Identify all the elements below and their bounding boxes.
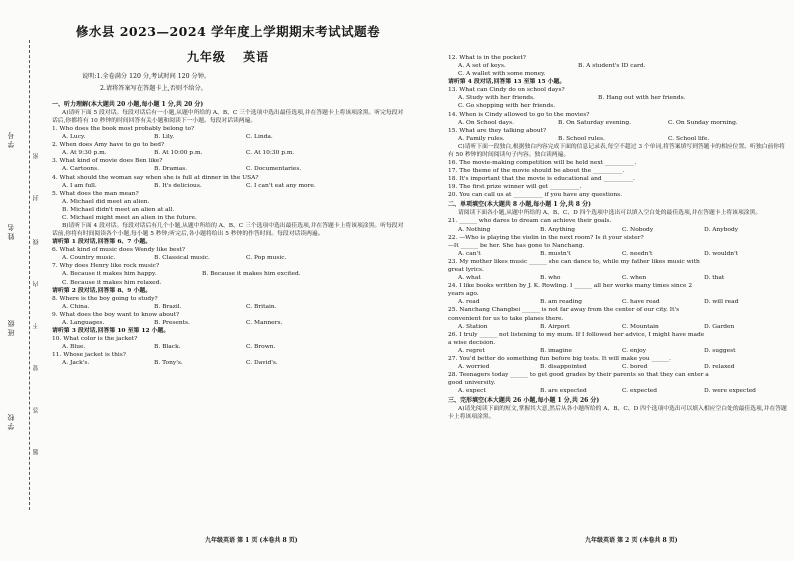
grade-label: 九年级: [186, 50, 226, 64]
option: C. Nobody: [622, 226, 654, 233]
binding-margin: [0, 0, 50, 561]
question-cont: —It ______ be her. She has gone to Nanchang.: [448, 242, 585, 249]
subject-label: 英语: [243, 50, 270, 64]
option: B. Airport: [540, 323, 570, 330]
question: 22. —Who is playing the violin in the next room? Is it your sister?: [448, 234, 644, 241]
option: C. needn't: [622, 250, 653, 257]
options: [52, 303, 404, 311]
question: 2. When does Amy have to go to bed?: [52, 142, 165, 149]
option: C. Britain.: [246, 303, 277, 310]
options: [448, 363, 788, 371]
exam-note: 说明:1.全卷满分 120 分,考试时间 120 分钟。: [82, 73, 211, 80]
section-heading: 一、听力理解(本大题共 20 小题,每小题 1 分,共 20 分): [52, 101, 204, 108]
option: A. Station: [458, 323, 488, 330]
seal-line: [29, 40, 30, 510]
option: A. Country music.: [62, 255, 116, 262]
seal-char: 内: [33, 278, 40, 287]
option: A. what: [458, 275, 481, 282]
option: B. On Saturday evening.: [558, 119, 631, 126]
option: D. wouldn't: [704, 250, 739, 257]
option: C. A wallet with some money.: [458, 71, 546, 78]
fill-in-question: 20. You can call us at __________ if you have any questions.: [448, 192, 623, 199]
option: C. At 10:30 p.m.: [246, 150, 295, 157]
seal-char: 密: [33, 150, 40, 159]
section-heading: 二、单项填空(本大题共 8 小题,每小题 1 分,共 8 分): [448, 201, 591, 209]
exam-note: 2.请将答案写在答题卡上,否则不给分。: [100, 85, 207, 92]
option: B. Because it makes him excited.: [202, 271, 301, 278]
instructions: B)请听下面 4 段对话。每段对话后有几个小题,从题中所给的 A、B、C 三个选项中选出最佳选项,并在答题卡上将该项涂黑。听每段对话前,你将有时间阅读各个小题,每小题 5 秒钟;听完后,各小题将给出 5 秒钟的作答时间。每段对话读两遍。: [52, 223, 404, 238]
question: 24. I like books written by J. K. Rowling. I ______ all her works many times since 2: [448, 283, 693, 290]
option: A. Because it makes him happy.: [62, 271, 157, 278]
question: 28. Teenagers today ______ to get good grades by their parents so that they can enter a: [448, 372, 709, 379]
option: C. have read: [622, 299, 660, 306]
options: [52, 182, 404, 190]
option: B. Classical music.: [154, 255, 210, 262]
options: [52, 165, 404, 173]
instructions: A)请听下面 5 段对话。每段对话后有一小题,从题中所给的 A、B、C 三个选项中选出最佳选项,并在答题卡上将该项涂黑。听完每段对话后,你都将有 10 秒钟的时间回答有关小题和阅读下一小题。每段对话读两遍。: [52, 110, 404, 124]
option: C. Manners.: [246, 319, 283, 326]
option: D. relaxed: [704, 364, 735, 371]
options: [448, 94, 788, 102]
option: C. Mountain: [622, 323, 659, 330]
option: B. At 10:00 p.m.: [154, 150, 203, 157]
school-label: 学校: [7, 412, 15, 430]
option: A. Family rules.: [458, 135, 505, 142]
question: 6. What kind of music does Wendy like best?: [52, 247, 186, 254]
seal-char: 要: [33, 362, 40, 371]
option: D. Anybody: [704, 226, 739, 233]
question: 27. You'd better do something fun before big tests. It will make you ______.: [448, 356, 672, 362]
dialogue-heading: 请听第 4 段对话,回答第 13 至第 15 小题。: [448, 78, 566, 86]
question: 13. What can Cindy do on school days?: [448, 87, 565, 94]
options: [448, 323, 788, 331]
seal-char: 题: [33, 446, 40, 455]
option: B. Tony's.: [154, 360, 183, 367]
question: 15. What are they talking about?: [448, 127, 547, 134]
option: B. Anything: [540, 226, 576, 233]
option: A. expect: [458, 388, 486, 395]
option: A. Blue.: [62, 344, 86, 351]
options: [52, 343, 404, 351]
option: B. imagine: [540, 347, 572, 354]
option: A. A set of keys.: [458, 63, 506, 70]
options: [448, 119, 788, 127]
options: [448, 298, 788, 306]
options: [448, 250, 788, 258]
option: A. Languages.: [62, 319, 105, 326]
question: 23. My mother likes music ______ she can dance to, while my father likes music with: [448, 258, 700, 265]
option: C. Brown.: [246, 344, 276, 351]
option: B. Michael didn't meet an alien at all.: [62, 206, 175, 213]
option: B. who: [540, 275, 561, 282]
fill-in-question: 17. The theme of the movie should be about the __________.: [448, 168, 625, 175]
question: 3. What kind of movie does Ben like?: [52, 158, 163, 165]
question: 8. Where is the boy going to study?: [52, 295, 158, 302]
option: B. disappointed: [540, 364, 587, 371]
question-cont: convenient for us to take planes there.: [448, 315, 564, 322]
instructions: C)请听下面一段独白,根据独白内容完成下面的信息记录表,每空不超过 3 个单词,将答案填写到答题卡的相应位置。听独白前你将有 50 秒钟的时间阅读句子内容。独白读两遍。: [448, 143, 785, 158]
option: D. suggest: [704, 347, 736, 354]
fill-in-question: 16. The movie-making competition will be held next __________.: [448, 159, 637, 166]
option: A. Study with her friends.: [458, 95, 535, 102]
option: C. Go shopping with her friends.: [458, 103, 556, 110]
option: B. Brazil.: [154, 303, 182, 310]
options: [448, 62, 788, 70]
page-footer-right: 九年级英语 第 2 页 (本卷共 8 页): [585, 537, 678, 544]
option: B. Lily.: [154, 134, 175, 141]
dialogue-heading: 请听第 2 段对话,回答第 8、9 小题。: [52, 286, 152, 294]
option: C. enjoy: [622, 347, 647, 354]
options: [52, 319, 404, 327]
section-heading: 三、完形填空(本大题共 26 小题,每小题 1 分,共 26 分): [448, 397, 600, 405]
question: 26. I truly ______ not listening to my mum. If I followed her advice, I might have made: [448, 331, 705, 338]
option: A. Cartoons.: [62, 166, 99, 173]
options: [448, 226, 788, 234]
options: [52, 133, 404, 141]
option: C. Documentaries.: [246, 166, 302, 173]
question-cont: good university.: [448, 380, 496, 387]
options: [448, 135, 788, 143]
name-label: 姓名: [7, 222, 15, 240]
option: C. David's.: [246, 360, 278, 367]
question: 21. ______ who dares to dream can achieve their goals.: [448, 218, 612, 225]
option: B. Presents.: [154, 319, 190, 326]
instructions: 请阅读下面各小题,从题中所给的 A、B、C、D 四个选项中选出可以填入空白处的最佳选项,并在答题卡上将该项涂黑。: [458, 210, 762, 217]
seal-char: 答: [33, 404, 40, 413]
dialogue-heading: 请听第 3 段对话,回答第 10 至第 12 小题。: [52, 326, 170, 334]
option: B. mustn't: [540, 250, 571, 257]
options: [448, 387, 788, 395]
options: [52, 149, 404, 157]
option: A. can't: [458, 250, 481, 257]
option: B. am reading: [540, 299, 583, 306]
grade-subject: [52, 48, 404, 65]
option: C. Michael might meet an alien in the future.: [62, 215, 197, 222]
question: 25. Nanchang Changbei ______ is not far away from the center of our city. It's: [448, 307, 680, 314]
question: 4. What should the woman say when she is full at dinner in the USA?: [52, 174, 259, 181]
question-cont: a wise decision.: [448, 339, 496, 346]
right-page: [448, 54, 788, 421]
option: C. expected: [622, 388, 658, 395]
option: C. bored: [622, 364, 648, 371]
exam-title: 修水县 2023—2024 学年度上学期期末考试试题卷: [75, 24, 381, 39]
option: B. Hang out with her friends.: [598, 95, 686, 102]
option: B. School rules.: [558, 135, 605, 142]
option: A. At 9:30 p.m.: [62, 150, 107, 157]
page-footer-left: 九年级英语 第 1 页 (本卷共 8 页): [205, 537, 298, 544]
options: [52, 270, 404, 278]
option: A. Michael did meet an alien.: [62, 198, 150, 205]
option: A. Jack's.: [62, 360, 90, 367]
question: 10. What color is the jacket?: [52, 335, 138, 342]
seal-char: 线: [33, 236, 40, 245]
option: D. were expected: [704, 388, 756, 395]
option: A. Nothing: [458, 226, 491, 233]
dialogue-heading: 请听第 1 段对话,回答第 6、7 小题。: [52, 238, 152, 246]
option: A. read: [458, 299, 480, 306]
question: 11. Whose jacket is this?: [52, 352, 126, 359]
option: B. Black.: [154, 344, 181, 351]
option: C. when: [622, 275, 647, 282]
options: [52, 254, 404, 262]
option: C. Linda.: [246, 134, 273, 141]
question-cont: great lyrics.: [448, 266, 484, 273]
option: A. I am full.: [62, 182, 97, 189]
options: [52, 359, 404, 367]
question: 14. When is Cindy allowed to go to the movies?: [448, 111, 590, 118]
option: C. On Sunday morning.: [668, 119, 738, 126]
option: A. Lucy.: [62, 134, 86, 141]
option: C. Pop music.: [246, 255, 287, 262]
option: B. A student's ID card.: [578, 63, 646, 70]
seal-char: 不: [33, 320, 40, 329]
option: C. Because it makes him relaxed.: [62, 279, 162, 286]
option: D. will read: [704, 299, 739, 306]
option: C. School life.: [668, 135, 710, 142]
option: B. are expected: [540, 388, 587, 395]
student-id-label: 学号: [7, 130, 15, 148]
option: C. I can't eat any more.: [246, 182, 316, 189]
option: A. On School days.: [458, 119, 514, 126]
question: 1. Who does the book most probably belong to?: [52, 126, 195, 132]
option: A. China.: [62, 303, 90, 310]
question: 9. What does the boy want to know about?: [52, 311, 180, 318]
question: 5. What does the man mean?: [52, 190, 139, 197]
options: [448, 347, 788, 355]
fill-in-question: 18. It's important that the movie is educational and __________.: [448, 176, 635, 183]
options: [448, 274, 788, 282]
question: 12. What is in the pocket?: [448, 55, 526, 61]
option: A. regret: [458, 347, 485, 354]
class-label: 班级: [7, 318, 15, 336]
option: D. Garden: [704, 323, 735, 330]
question: 7. Why does Henry like rock music?: [52, 263, 160, 270]
question-cont: years ago.: [448, 291, 479, 298]
seal-char: 封: [33, 192, 40, 201]
fill-in-question: 19. The first prize winner will get __________.: [448, 184, 582, 191]
instructions: A)请先阅读下面的短文,掌握其大意,然后从各小题所给的 A、B、C、D 四个选项中选出可以填入相应空白处的最佳选项,并在答题卡上将该项涂黑。: [448, 406, 787, 421]
option: D. that: [704, 275, 725, 282]
option: B. It's delicious.: [154, 182, 202, 189]
left-page: [52, 22, 404, 367]
option: B. Dramas.: [154, 166, 188, 173]
option: A. worried: [458, 364, 490, 371]
